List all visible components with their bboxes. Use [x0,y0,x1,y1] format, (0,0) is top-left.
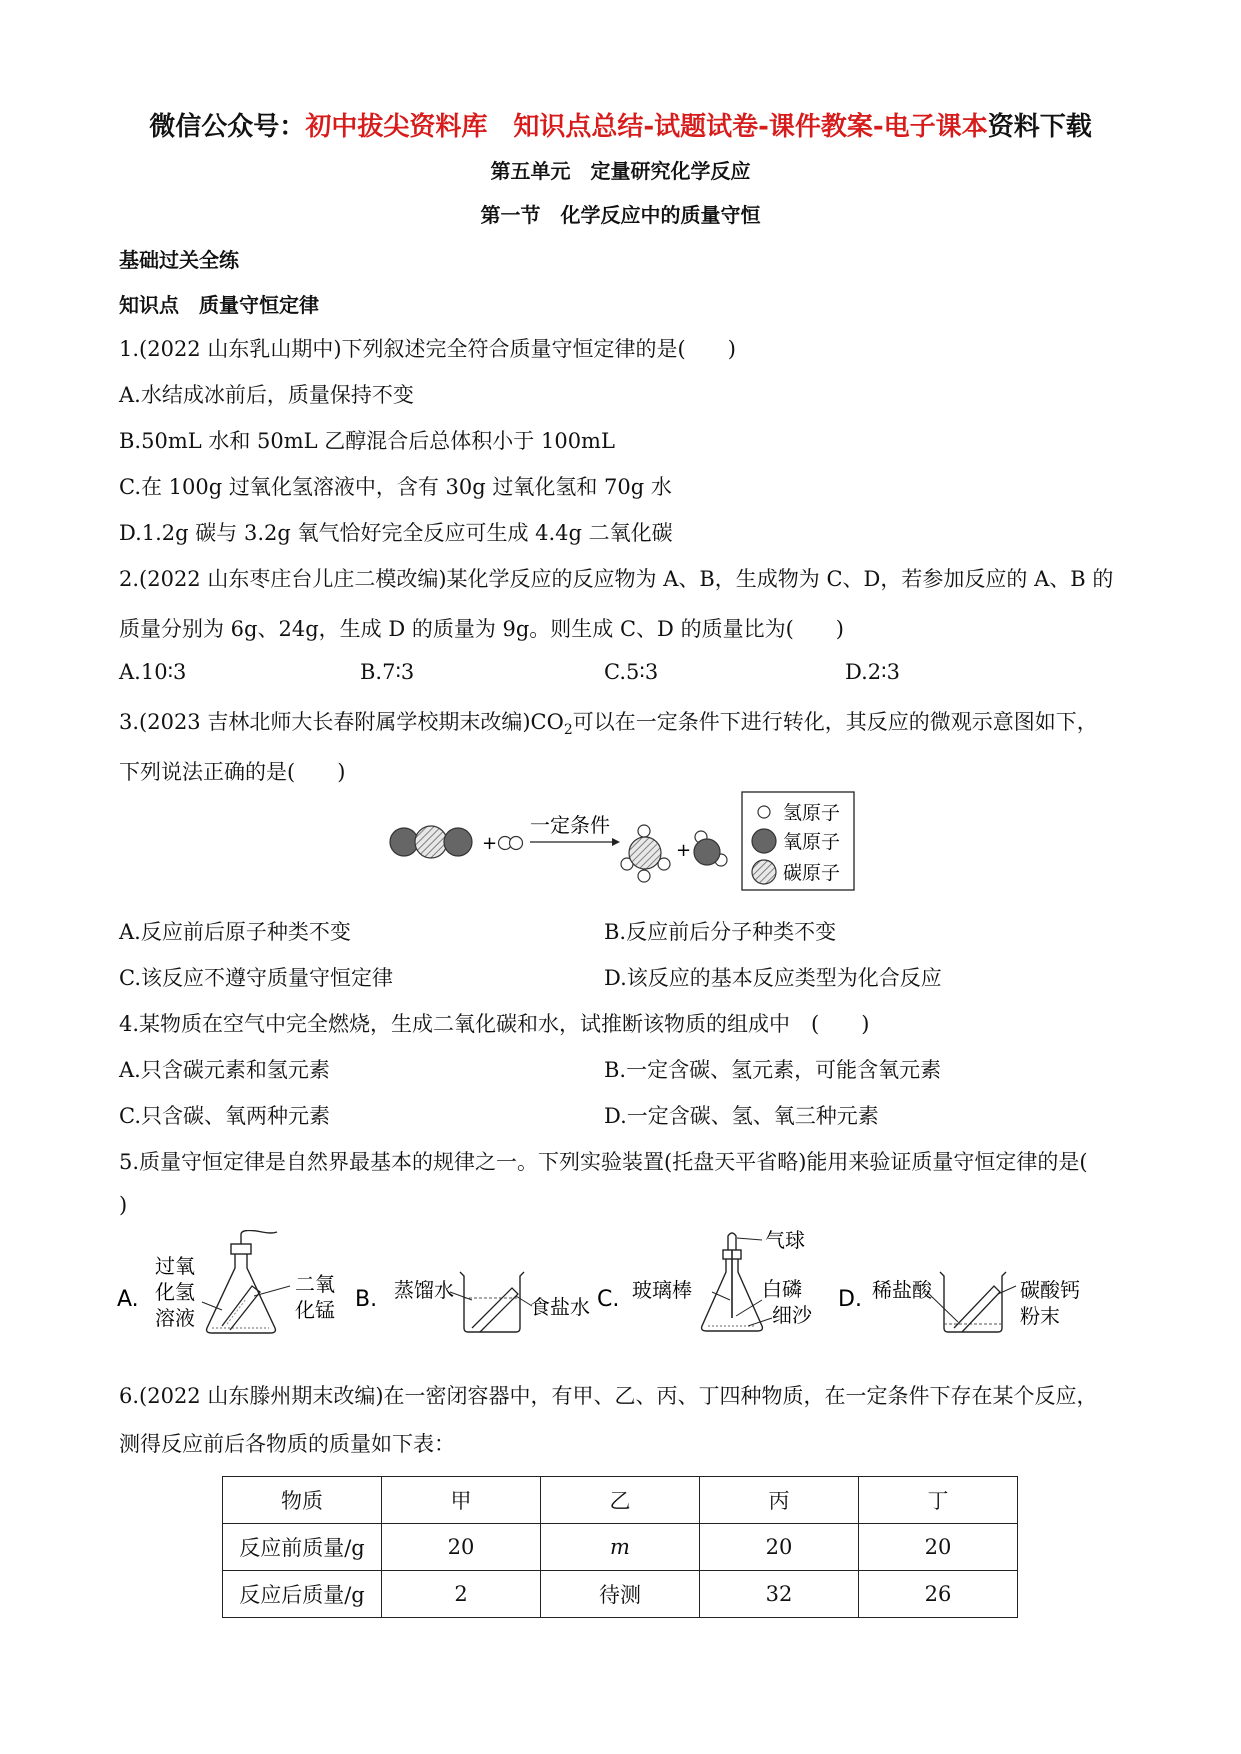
legend-oxygen: 氧原子 [783,831,841,853]
q5-stem-line2: ) [119,1193,128,1217]
a-label-mno2-1: 二氧 [295,1272,335,1296]
reaction-condition: 一定条件 [530,813,610,837]
oxygen-atom [390,828,418,856]
q6-stem-line2: 测得反应前后各物质的质量如下表： [119,1432,455,1456]
q2-stem-line2: 质量分别为 6g、24g，生成 D 的质量为 9g。则生成 C、D 的质量比为( ) [119,617,844,641]
q4-option-a: A.只含碳元素和氢元素 [119,1058,330,1082]
table-cell: 待测 [541,1571,700,1618]
q1-option-d: D.1.2g 碳与 3.2g 氧气恰好完全反应可生成 4.4g 二氧化碳 [119,521,673,545]
h2o-molecule [694,831,727,866]
q4-option-b: B.一定含碳、氢元素，可能含氧元素 [604,1058,942,1082]
q3-option-d: D.该反应的基本反应类型为化合反应 [604,966,942,990]
apparatus-a-letter: A. [117,1287,139,1312]
legend [742,792,854,890]
q5-stem-line1: 5.质量守恒定律是自然界最基本的规律之一。下列实验装置(托盘天平省略)能用来验证质量守恒定律的是( [119,1150,1088,1174]
table-header-cell: 物质 [223,1477,382,1524]
banner-suffix: 资料下载 [987,112,1092,142]
q3-stem-line1 [119,706,1098,738]
table-cell: 20 [382,1524,541,1571]
q6-mass-table [222,1476,1018,1618]
table-cell: 反应前质量/g [223,1524,382,1571]
h2-molecule [499,837,523,850]
table-header-cell: 甲 [382,1477,541,1524]
b-label-saltwater: 食盐水 [530,1295,590,1319]
table-header-cell: 乙 [541,1477,700,1524]
knowledge-heading: 知识点 质量守恒定律 [119,293,319,317]
delivery-tube [241,1230,277,1234]
oxygen-legend-icon [752,829,776,853]
a-label-h2o2-3: 溶液 [155,1306,195,1330]
carbon-atom [415,826,447,858]
apparatus-d [838,1272,1080,1332]
d-label-acid: 稀盐酸 [872,1278,932,1302]
unit-title: 第五单元 定量研究化学反应 [490,159,751,183]
practice-heading: 基础过关全练 [119,248,239,272]
apparatus-c-letter: C. [597,1287,620,1312]
q3-stem-post: 可以在一定条件下进行转化，其反应的微观示意图如下， [572,710,1098,734]
q2-stem-line1: 2.(2022 山东枣庄台儿庄二模改编)某化学反应的反应物为 A、B，生成物为 C、D，若参加反应的 A、B 的 [119,567,1114,591]
q3-option-c: C.该反应不遵守质量守恒定律 [119,966,393,990]
c-label-balloon: 气球 [765,1230,805,1252]
q1-option-a: A.水结成冰前后，质量保持不变 [119,383,414,407]
table-cell: 32 [700,1571,859,1618]
balloon [728,1233,736,1250]
d-label-caco3-1: 碳酸钙 [1020,1278,1080,1302]
a-label-h2o2-2: 化氢 [155,1280,195,1304]
legend-carbon: 碳原子 [783,862,841,884]
q4-option-d: D.一定含碳、氢、氧三种元素 [604,1104,879,1128]
c-label-glass-rod: 玻璃棒 [632,1278,692,1302]
banner-prefix: 微信公众号： [149,112,306,142]
q3-stem-sub: 2 [563,722,573,739]
beaker [460,1272,524,1332]
q2-option-d: D.2∶3 [845,660,900,684]
plus-sign-2: + [676,840,692,861]
q3-micro-diagram [380,788,860,898]
b-label-water: 蒸馏水 [394,1278,454,1302]
oxygen-atom [444,828,472,856]
apparatus-c [597,1230,813,1331]
table-cell: 20 [700,1524,859,1571]
carbon-legend-icon [752,860,776,884]
q1-option-c: C.在 100g 过氧化氢溶液中，含有 30g 过氧化氢和 70g 水 [119,475,672,499]
d-label-caco3-2: 粉末 [1020,1304,1060,1328]
q2-option-b: B.7∶3 [360,660,415,684]
table-cell: 2 [382,1571,541,1618]
co2-molecule [390,826,472,858]
table-cell: 20 [859,1524,1018,1571]
table-row [223,1524,1018,1571]
apparatus-b [355,1272,590,1332]
banner-highlight: 初中拔尖资料库 知识点总结-试题试卷-课件教案-电子课本 [305,112,988,142]
apparatus-d-letter: D. [838,1287,862,1312]
section-title: 第一节 化学反应中的质量守恒 [480,203,761,227]
table-cell: m [541,1524,700,1571]
table-cell: 26 [859,1571,1018,1618]
stopper [231,1244,251,1254]
c-label-phosphorus: 白磷 [762,1277,802,1301]
legend-hydrogen: 氢原子 [783,802,841,824]
q2-option-a: A.10∶3 [119,660,187,684]
table-header-cell: 丙 [700,1477,859,1524]
q3-stem-line2: 下列说法正确的是( ) [119,760,346,784]
q1-option-b: B.50mL 水和 50mL 乙醇混合后总体积小于 100mL [119,429,615,453]
q3-option-b: B.反应前后分子种类不变 [604,920,837,944]
ch4-molecule [621,825,670,882]
q1-stem: 1.(2022 山东乳山期中)下列叙述完全符合质量守恒定律的是( ) [119,337,736,361]
apparatus-a [117,1230,335,1333]
q3-stem-pre: 3.(2023 吉林北师大长春附属学校期末改编)CO [119,710,564,734]
q6-stem-line1: 6.(2022 山东滕州期末改编)在一密闭容器中，有甲、乙、丙、丁四种物质，在一定条件下存在某个反应， [119,1384,1098,1408]
q5-apparatus-diagram [112,1230,1112,1350]
q4-stem: 4.某物质在空气中完全燃烧，生成二氧化碳和水，试推断该物质的组成中 ( ) [119,1012,870,1036]
table-row [223,1571,1018,1618]
q3-option-a: A.反应前后原子种类不变 [119,920,351,944]
a-label-h2o2-1: 过氧 [155,1254,195,1278]
table-header-row [223,1477,1018,1524]
hydrogen-legend-icon [758,806,770,818]
q2-option-c: C.5∶3 [604,660,659,684]
table-header-cell: 丁 [859,1477,1018,1524]
a-label-mno2-2: 化锰 [295,1298,335,1322]
table-cell: 反应后质量/g [223,1571,382,1618]
c-label-sand: 细沙 [772,1303,812,1327]
q4-option-c: C.只含碳、氧两种元素 [119,1104,330,1128]
apparatus-b-letter: B. [355,1287,378,1312]
plus-sign: + [482,833,498,854]
banner [0,106,1241,143]
